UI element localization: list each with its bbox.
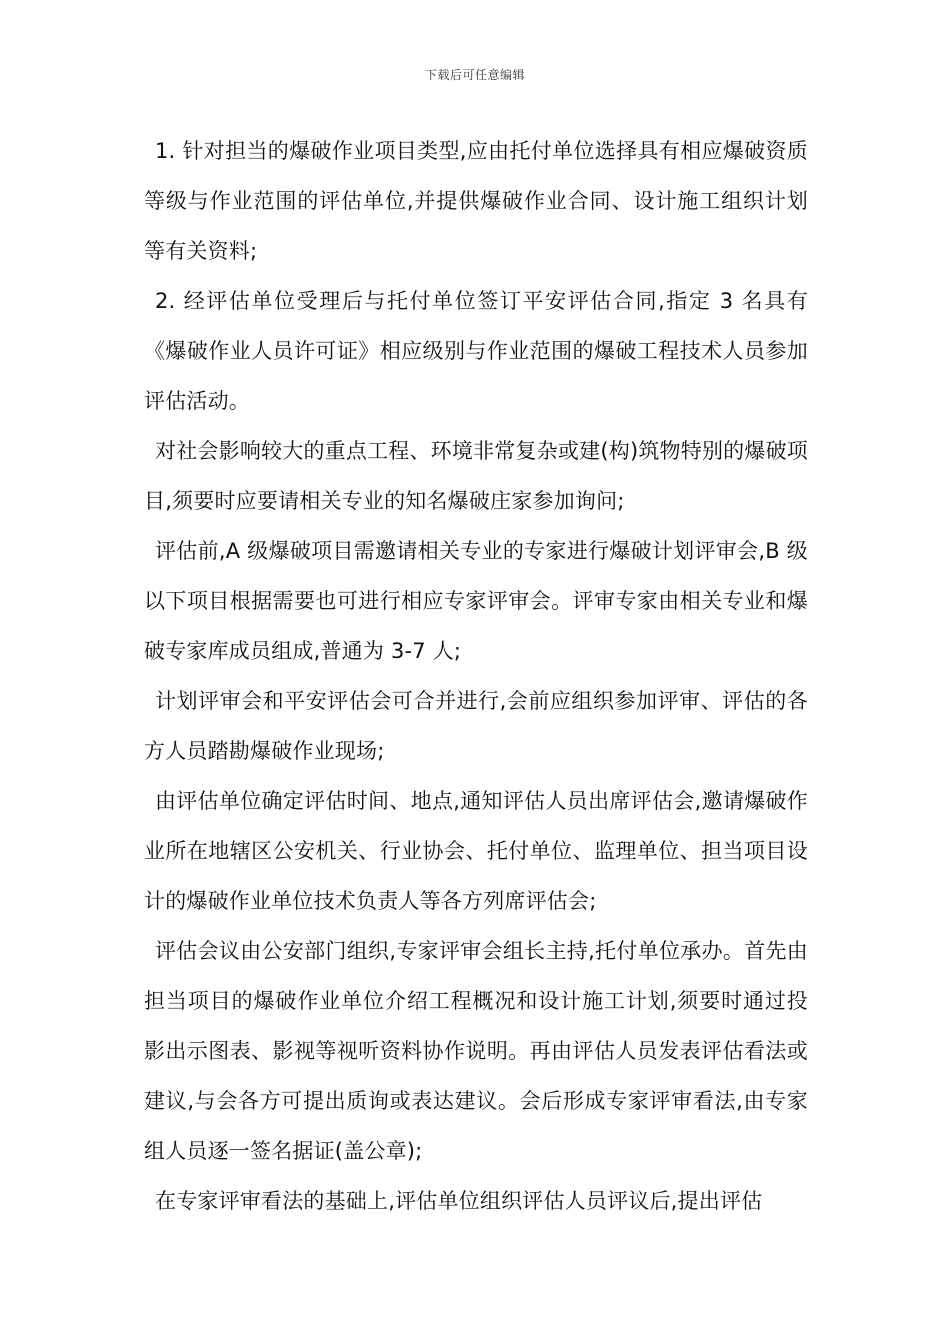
header-note: 下载后可任意编辑 <box>424 68 525 82</box>
document-body <box>144 126 808 1226</box>
paragraph-8: 在专家评审看法的基础上,评估单位组织评估人员评议后,提出评估 <box>155 1189 763 1213</box>
paragraph-3: 对社会影响较大的重点工程、环境非常复杂或建(构)筑物特别的爆破项目,须要时应要请相关专业的知名爆破庄家参加询问; <box>144 439 808 513</box>
paragraph-2: 2. 经评估单位受理后与托付单位签订平安评估合同,指定 3 名具有《爆破作业人员许可证》相应级别与作业范围的爆破工程技术人员参加评估活动。 <box>144 289 808 413</box>
paragraph-7: 评估会议由公安部门组织,专家评审会组长主持,托付单位承办。首先由担当项目的爆破作业单位介绍工程概况和设计施工计划,须要时通过投影出示图表、影视等视听资料协作说明。再由评估人员发表评估看法或建议,与会各方可提出质询或表达建议。会后形成专家评审看法,由专家组人员逐一签名据证(盖公章); <box>144 939 808 1163</box>
paragraph-5: 计划评审会和平安评估会可合并进行,会前应组织参加评审、评估的各方人员踏勘爆破作业现场; <box>144 689 808 763</box>
paragraph-1: 1. 针对担当的爆破作业项目类型,应由托付单位选择具有相应爆破资质等级与作业范围的评估单位,并提供爆破作业合同、设计施工组织计划等有关资料; <box>144 139 808 263</box>
paragraph-6: 由评估单位确定评估时间、地点,通知评估人员出席评估会,邀请爆破作业所在地辖区公安机关、行业协会、托付单位、监理单位、担当项目设计的爆破作业单位技术负责人等各方列席评估会; <box>144 789 808 913</box>
paragraph-4: 评估前,A 级爆破项目需邀请相关专业的专家进行爆破计划评审会,B 级以下项目根据需要也可进行相应专家评审会。评审专家由相关专业和爆破专家库成员组成,普通为 3-7 人; <box>144 539 808 663</box>
